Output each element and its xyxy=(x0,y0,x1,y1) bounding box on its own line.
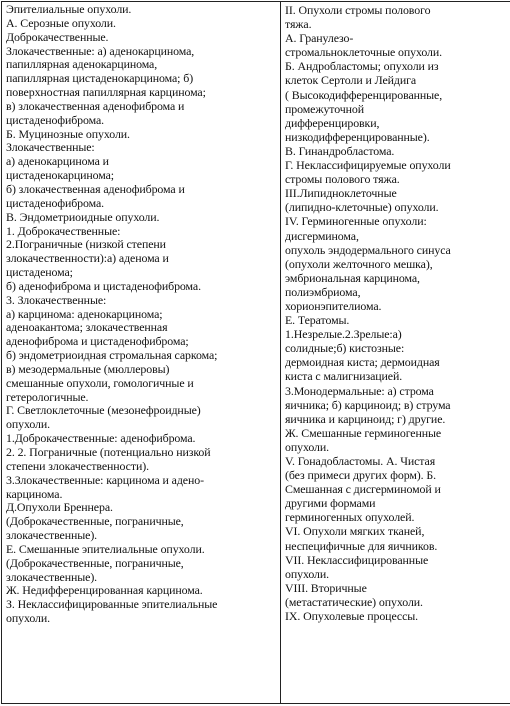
text-line: солидные;б) кистозные: xyxy=(285,341,405,356)
right-column-cell xyxy=(281,2,510,704)
text-line: Е. Тератомы. xyxy=(285,313,350,328)
text-line: эмбриональная карцинома, xyxy=(285,270,420,285)
text-line: опухоли. xyxy=(6,417,51,432)
text-line: Доброкачественные. xyxy=(6,29,109,44)
text-line: Г. Светлоклеточные (мезонефроидные) xyxy=(6,403,201,418)
text-line: дермоидная киста; дермоидная xyxy=(285,355,440,370)
text-line: смешанные опухоли, гомологичные и xyxy=(6,375,194,390)
text-line: тяжа. xyxy=(285,17,312,32)
text-line: злокачественные). xyxy=(6,528,98,543)
text-line: другими формами xyxy=(285,496,376,511)
text-line: цистаденофиброма. xyxy=(6,195,105,210)
text-line: стромы полового тяжа. xyxy=(285,172,400,187)
text-line: (Доброкачественные, пограничные, xyxy=(6,514,184,529)
text-line: 1. Доброкачественные: xyxy=(6,223,121,238)
text-line: V. Гонадобластомы. А. Чистая xyxy=(285,454,436,468)
classification-table xyxy=(1,1,510,704)
text-line: хорионэпителиома. xyxy=(285,298,382,313)
text-line: поверхностная папиллярная карцинома; xyxy=(6,85,206,100)
text-line: папиллярная аденокарцинома, xyxy=(6,57,158,72)
text-line: IV. Герминогенные опухоли: xyxy=(285,214,427,229)
text-line: цистаденома; xyxy=(6,265,73,280)
text-line: Злокачественные: а) аденокарцинома, xyxy=(6,43,195,58)
text-line: 1.Незрелые.2.Зрелые:а) xyxy=(285,327,402,342)
text-line: Ж. Недифференцированная карцинома. xyxy=(6,583,203,598)
text-line: опухоли. xyxy=(285,439,330,454)
text-line: в) злокачественная аденофиброма и xyxy=(6,98,185,113)
text-line: Смешанная с дисгерминомой и xyxy=(285,482,441,497)
text-line: степени злокачественности). xyxy=(6,458,149,473)
text-line: В. Гинандробластома. xyxy=(285,143,395,158)
text-line: аденофиброма и цистаденофиброма; xyxy=(6,334,189,349)
text-line: VII. Неклассифицированные xyxy=(285,552,429,567)
text-line: злокачественности):а) аденома и xyxy=(6,251,169,266)
text-line: IX. Опухолевые процессы. xyxy=(285,609,419,624)
text-line: Б. Андробластомы; опухоли из xyxy=(285,59,439,74)
text-line: (Доброкачественные, пограничные, xyxy=(6,555,184,570)
text-line: VIII. Вторичные xyxy=(285,580,367,595)
text-line: промежуточной xyxy=(285,101,365,116)
text-line: полиэмбриома, xyxy=(285,284,361,299)
text-line: В. Эндометриоидные опухоли. xyxy=(6,209,160,224)
text-line: А. Серозные опухоли. xyxy=(6,15,116,30)
text-line: б) злокачественная аденофиброма и xyxy=(6,181,185,196)
text-line: 3.Злокачественные: карцинома и адено- xyxy=(6,472,204,487)
text-line: а) карцинома: аденокарцинома; xyxy=(6,306,163,321)
text-line: (липидно-клеточные) опухоли. xyxy=(285,200,439,215)
text-line: Ж. Смешанные герминогенные xyxy=(285,425,442,440)
text-line: (метастатические) опухоли. xyxy=(285,594,423,609)
text-line: дифференцировки, xyxy=(285,115,380,130)
text-line: 1.Доброкачественные: аденофиброма. xyxy=(6,431,196,446)
text-line: (опухоли желточного мешка), xyxy=(285,256,433,271)
text-line: яичника; б) карциноид; в) струма xyxy=(285,397,451,412)
text-line: Злокачественные: xyxy=(6,140,95,155)
text-line: 2.Пограничные (низкой степени xyxy=(6,237,166,252)
text-line: в) мезодермальные (мюллеровы) xyxy=(6,361,170,376)
text-line: А. Гранулезо- xyxy=(285,31,354,46)
text-line: папиллярная цистаденокарцинома; б) xyxy=(6,71,194,86)
text-line: З. Неклассифицированные эпителиальные xyxy=(6,597,218,612)
text-line: Эпителиальные опухоли. xyxy=(6,2,132,16)
text-line: ( Высокодифференцированные, xyxy=(285,87,443,102)
text-line: аденоакантома; злокачественная xyxy=(6,320,168,335)
text-line: дисгерминома, xyxy=(285,228,359,243)
text-line: опухоли. xyxy=(6,611,51,626)
text-line: гетерологичные. xyxy=(6,389,89,404)
text-line: опухоли. xyxy=(285,566,330,581)
text-line: Д.Опухоли Бреннера. xyxy=(6,500,113,515)
text-line: низкодифференцированные). xyxy=(285,129,430,144)
text-line: опухоль эндодермального синуса xyxy=(285,242,451,257)
text-line: Е. Смешанные эпителиальные опухоли. xyxy=(6,541,205,556)
table-row xyxy=(2,2,510,704)
text-line: яичника и карциноид; г) другие. xyxy=(285,411,446,426)
text-line: злокачественные). xyxy=(6,569,98,584)
text-line: 3. Злокачественные: xyxy=(6,292,107,307)
text-line: киста с малигнизацией. xyxy=(285,369,403,384)
text-line: III.Липидноклеточные xyxy=(285,186,397,201)
text-line: (без примеси других форм). Б. xyxy=(285,468,437,483)
text-line: б) эндометриоидная стромальная саркома; xyxy=(6,348,218,363)
text-line: 3.Монодермальные: а) строма xyxy=(285,383,434,398)
text-line: клеток Сертоли и Лейдига xyxy=(285,73,417,88)
text-line: а) аденокарцинома и xyxy=(6,154,109,169)
text-line: цистаденофиброма. xyxy=(6,112,105,127)
left-column-cell xyxy=(2,2,281,704)
text-line: Б. Муцинозные опухоли. xyxy=(6,126,130,141)
text-line: Г. Неклассифицируемые опухоли xyxy=(285,158,451,173)
text-line: цистаденокарцинома; xyxy=(6,168,115,183)
text-line: стромальноклеточные опухоли. xyxy=(285,45,443,60)
text-line: II. Опухоли стромы полового xyxy=(285,3,431,17)
text-line: герминогенных опухолей. xyxy=(285,510,415,525)
text-line: б) аденофиброма и цистаденофиброма. xyxy=(6,278,201,293)
text-line: VI. Опухоли мягких тканей, xyxy=(285,524,425,539)
text-line: карцинома. xyxy=(6,486,63,501)
text-line: 2. 2. Пограничные (потенциально низкой xyxy=(6,445,211,459)
text-line: неспецифичные для яичников. xyxy=(285,538,438,553)
